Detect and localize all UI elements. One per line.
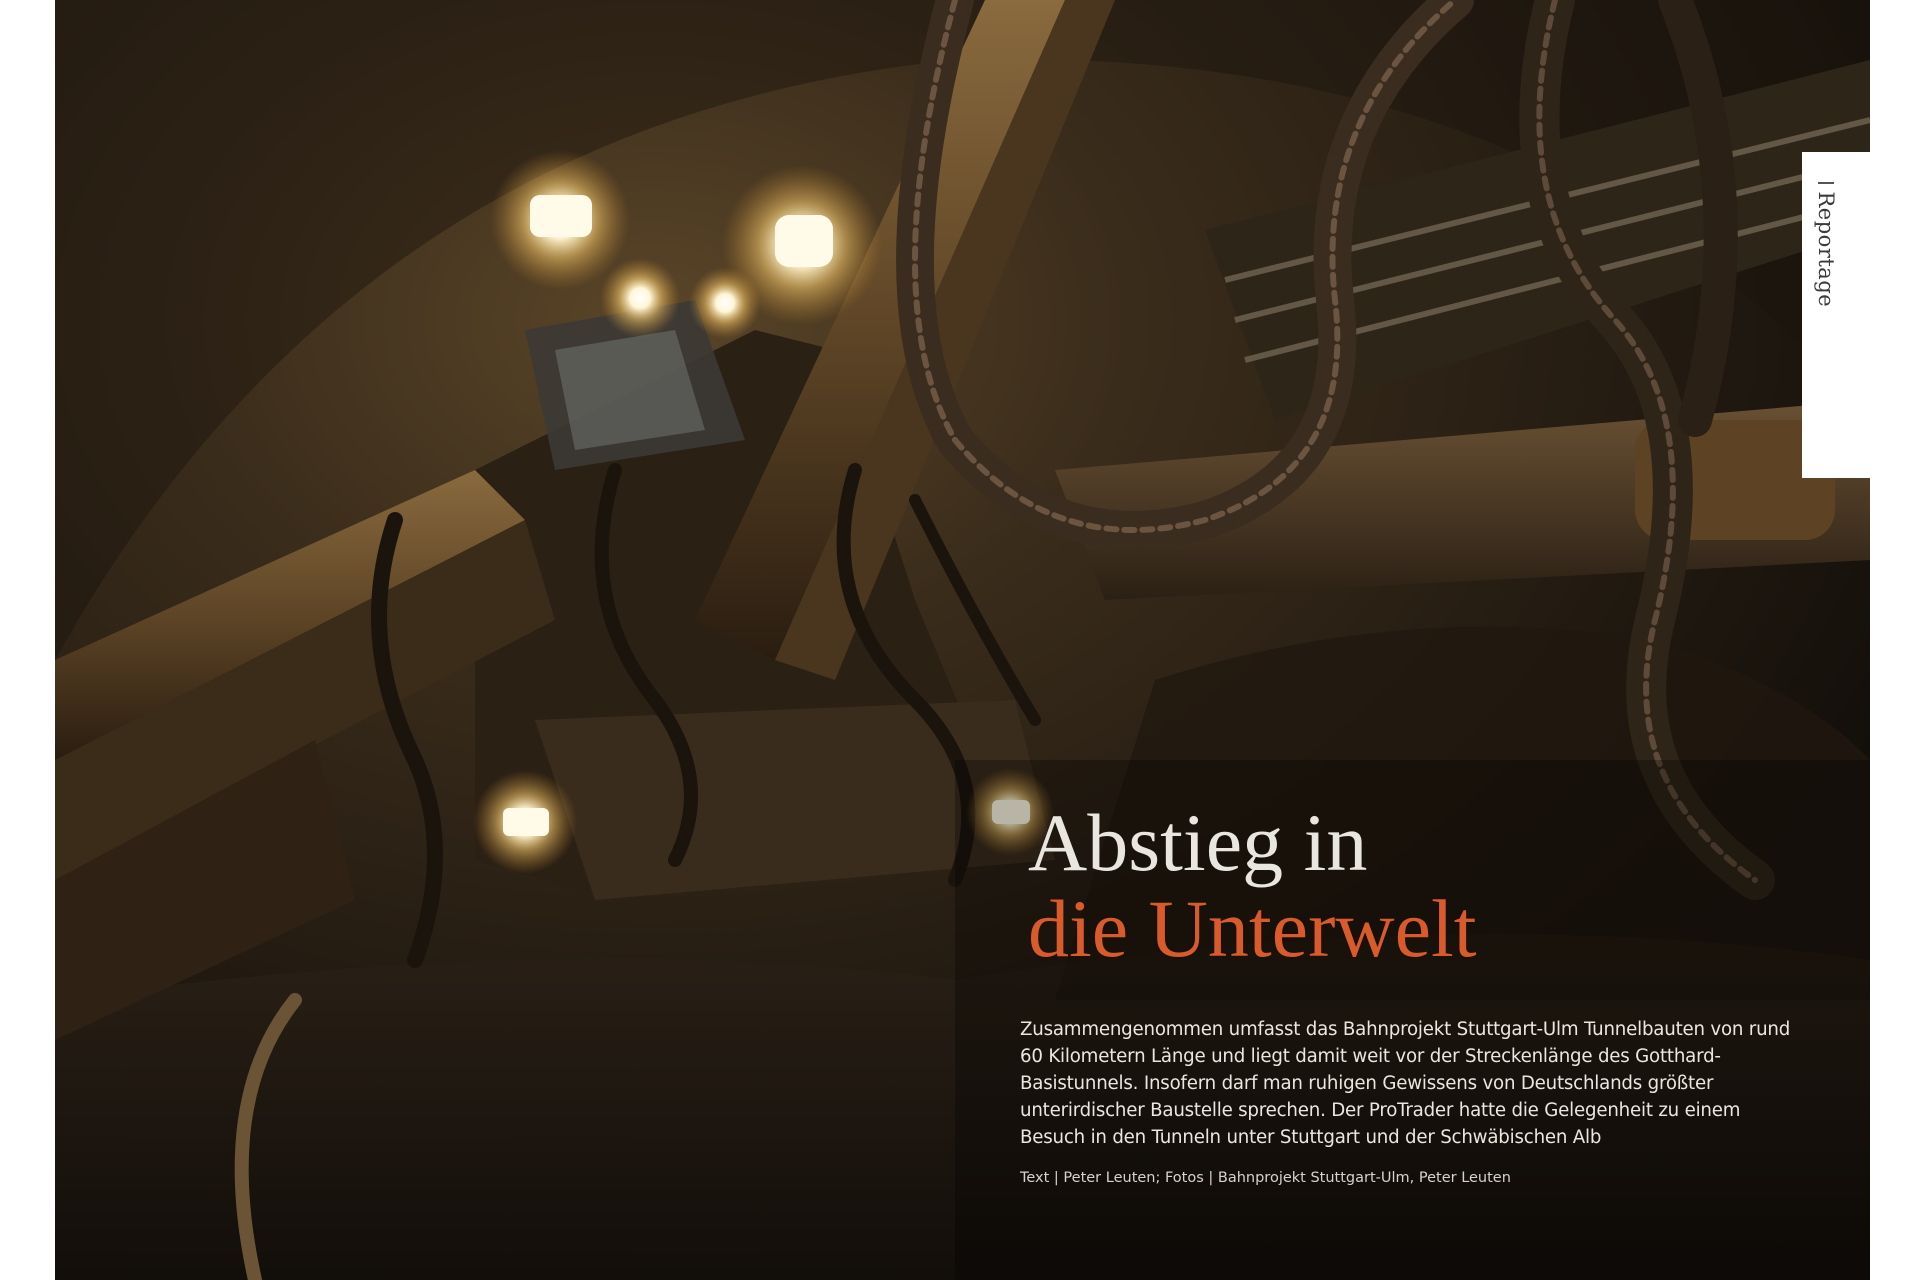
headline-line-2: die Unterwelt — [1028, 883, 1477, 974]
section-tab-bar — [1818, 182, 1834, 184]
article-headline — [1028, 797, 1477, 974]
section-tab-text: Reportage — [1814, 191, 1838, 308]
article-credits: Text | Peter Leuten; Fotos | Bahnprojekt Stuttgart-Ulm, Peter Leuten — [1020, 1170, 1511, 1186]
section-tab-label — [1814, 182, 1838, 307]
article-lead: Zusammengenommen umfasst das Bahnprojekt Stuttgart-Ulm Tunnelbauten von rund 60 Kilometern Länge und liegt damit weit vor der Streckenlänge des Gotthard-Basistunnels. Insofern darf man ruhigen Gewissens von Deutschlands größter unterirdischer Baustelle sprechen. Der ProTrader hatte die Gelegenheit zu einem Besuch in den Tunneln unter Stuttgart und der Schwäbischen Alb — [1020, 1019, 1791, 1148]
headline-line-1: Abstieg in — [1028, 797, 1368, 888]
